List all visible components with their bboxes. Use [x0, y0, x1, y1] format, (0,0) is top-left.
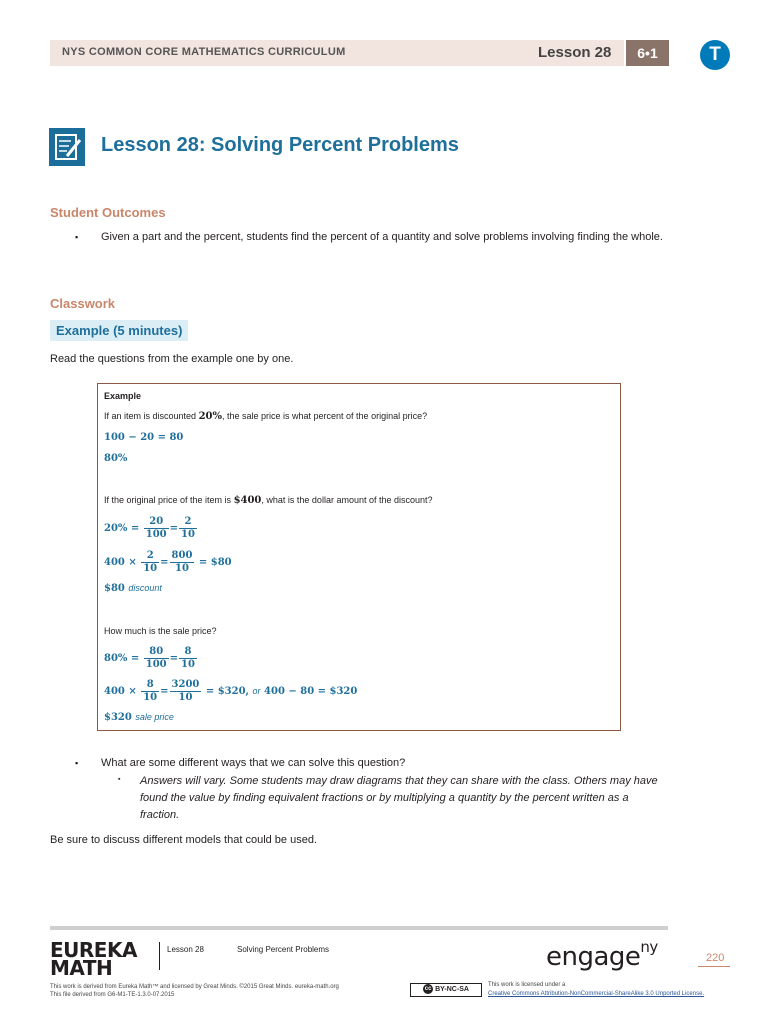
- fraction: $\frac{80}{100}$: [145, 646, 167, 670]
- footer-credit: This work is derived from Eureka Math™ and licensed by Great Minds. ©2015 Great Minds. eureka-math.org: [50, 984, 339, 990]
- answer-1-equation: 100 − 20 = 80: [104, 432, 184, 443]
- outcomes-heading: Student Outcomes: [50, 205, 166, 220]
- answer-2-final: $80 discount: [104, 583, 162, 594]
- fraction: $\frac{8}{10}$: [143, 679, 158, 703]
- fraction: $\frac{8}{10}$: [181, 646, 195, 670]
- outcome-text: Given a part and the percent, students find the percent of a quantity and solve problems involving finding the whole.: [101, 231, 663, 243]
- example-intro: Read the questions from the example one by one.: [50, 353, 294, 365]
- module-badge: 6•1: [626, 40, 669, 66]
- license-link[interactable]: Creative Commons Attribution-NonCommercial-ShareAlike 3.0 Unported License.: [488, 991, 705, 997]
- discussion-question: What are some different ways that we can solve this question?: [101, 757, 406, 769]
- fraction: $\frac{20}{100}$: [145, 516, 167, 540]
- page-number-rule: [698, 966, 730, 967]
- footer-lesson: Lesson 28: [167, 945, 204, 954]
- bullet-icon: ▪: [75, 232, 79, 242]
- answer-2-fraction-line: 20% = $\frac{20}{100}$ = $\frac{2}{10}$: [104, 516, 195, 540]
- answer-1-percent: 80%: [104, 453, 128, 464]
- footer-rule: [50, 926, 668, 930]
- answer-3-final: $320 sale price: [104, 712, 174, 723]
- bullet-icon: ▪: [75, 758, 79, 768]
- footer-separator: [159, 942, 160, 970]
- teacher-edition-badge: T: [700, 40, 730, 70]
- lesson-notebook-icon: [49, 128, 85, 166]
- fraction: $\frac{3200}{10}$: [171, 679, 200, 703]
- classwork-heading: Classwork: [50, 296, 116, 311]
- footer-file-credit: This file derived from G6-M1-TE-1.3.0-07.2015: [50, 992, 175, 998]
- cc-license-badge: cc BY-NC-SA: [410, 983, 482, 997]
- answer-3-fraction-line: 80% = $\frac{80}{100}$ = $\frac{8}{10}$: [104, 646, 195, 670]
- fraction: $\frac{800}{10}$: [171, 550, 193, 574]
- example-label: Example (5 minutes): [50, 320, 188, 341]
- question-2: If the original price of the item is $400, what is the dollar amount of the discount?: [104, 495, 433, 506]
- fraction: $\frac{2}{10}$: [181, 516, 195, 540]
- answer-3-multiplication: 400 × $\frac{8}{10}$ = $\frac{3200}{10}$ = $320, or 400 − 80 = $320: [104, 679, 358, 703]
- discussion-answer: Answers will vary. Some students may draw diagrams that they can share with the class. Others may have found the value by finding equivalent fractions or by multiplying a quantity by the percent written as a fraction.: [140, 775, 658, 821]
- fraction: $\frac{2}{10}$: [143, 550, 158, 574]
- curriculum-label: NYS COMMON CORE MATHEMATICS CURRICULUM: [62, 46, 346, 58]
- question-1: If an item is discounted 20%, the sale price is what percent of the original price?: [104, 411, 428, 422]
- header-lesson-number: Lesson 28: [538, 44, 612, 61]
- question-3: How much is the sale price?: [104, 626, 217, 636]
- discussion-closing: Be sure to discuss different models that could be used.: [50, 834, 318, 846]
- page-number: 220: [706, 952, 725, 964]
- page-title: Lesson 28: Solving Percent Problems: [101, 134, 459, 156]
- cc-icon: cc: [424, 986, 432, 993]
- example-box-heading: Example: [104, 391, 142, 401]
- eureka-math-logo: EUREKA MATH: [50, 938, 137, 980]
- engageny-logo: engage$^{ny}$: [546, 938, 658, 972]
- footer-lesson-title: Solving Percent Problems: [237, 945, 330, 954]
- sub-bullet-icon: ▪: [118, 776, 121, 783]
- answer-2-multiplication: 400 × $\frac{2}{10}$ = $\frac{800}{10}$ = $80: [104, 550, 232, 574]
- license-text: This work is licensed under a: [488, 982, 566, 988]
